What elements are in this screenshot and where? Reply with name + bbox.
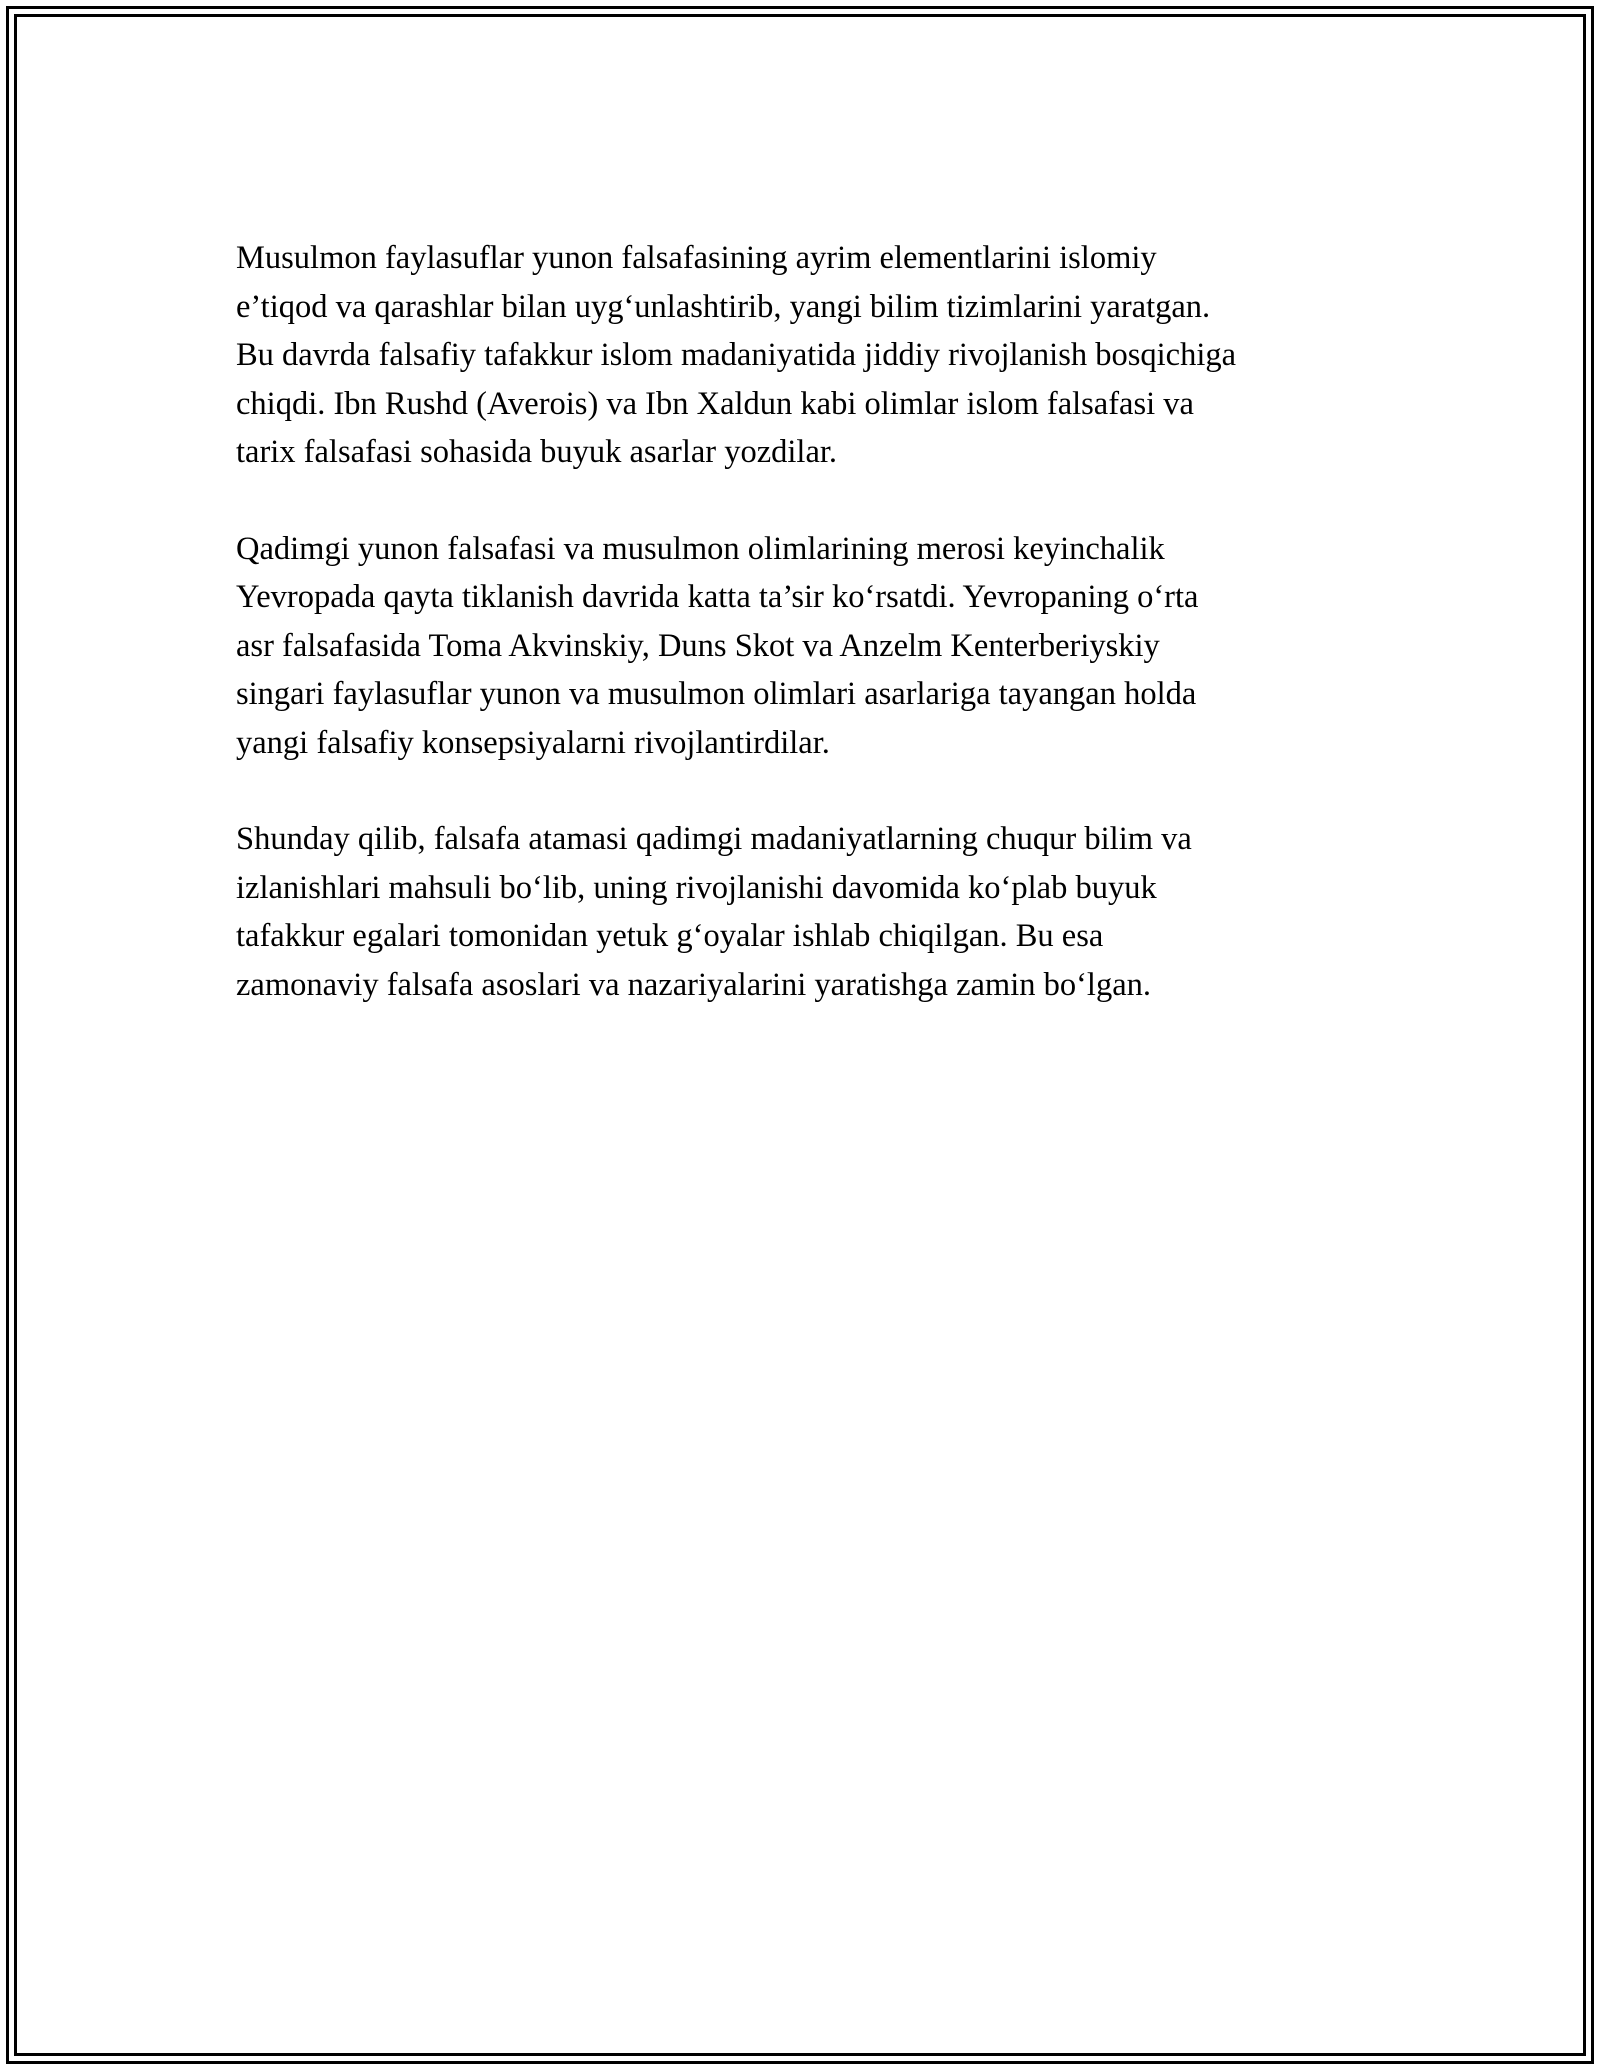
- document-body: [236, 234, 1376, 1057]
- text-line: Bu davrda falsafiy tafakkur islom madaniyatida jiddiy rivojlanish bosqichiga: [236, 337, 1237, 373]
- text-line: tafakkur egalari tomonidan yetuk g‘oyalar ishlab chiqilgan. Bu esa: [236, 918, 1104, 954]
- text-line: tarix falsafasi sohasida buyuk asarlar yozdilar.: [236, 434, 838, 470]
- text-line: singari faylasuflar yunon va musulmon olimlari asarlariga tayangan holda: [236, 676, 1197, 712]
- text-line: Musulmon faylasuflar yunon falsafasining ayrim elementlarini islomiy: [236, 240, 1157, 276]
- text-line: Qadimgi yunon falsafasi va musulmon olimlarining merosi keyinchalik: [236, 530, 1165, 567]
- paragraph-2: [236, 525, 1376, 768]
- text-line: zamonaviy falsafa asoslari va nazariyalarini yaratishga zamin bo‘lgan.: [236, 966, 1152, 1003]
- text-line: chiqdi. Ibn Rushd (Averois) va Ibn Xaldun kabi olimlar islom falsafasi va: [236, 385, 1194, 422]
- text-line: asr falsafasida Toma Akvinskiy, Duns Skot va Anzelm Kenterberiyskiy: [236, 627, 1160, 664]
- text-line: Yevropada qayta tiklanish davrida katta ta’sir ko‘rsatdi. Yevropaning o‘rta: [236, 579, 1199, 615]
- text-line: Shunday qilib, falsafa atamasi qadimgi madaniyatlarning chuqur bilim va: [236, 821, 1192, 857]
- text-line: e’tiqod va qarashlar bilan uyg‘unlashtirib, yangi bilim tizimlarini yaratgan.: [236, 288, 1211, 325]
- text-line: izlanishlari mahsuli bo‘lib, uning rivojlanishi davomida ko‘plab buyuk: [236, 869, 1157, 906]
- paragraph-1: [236, 234, 1376, 477]
- paragraph-3: [236, 815, 1376, 1009]
- text-line: yangi falsafiy konsepsiyalarni rivojlantirdilar.: [236, 724, 830, 761]
